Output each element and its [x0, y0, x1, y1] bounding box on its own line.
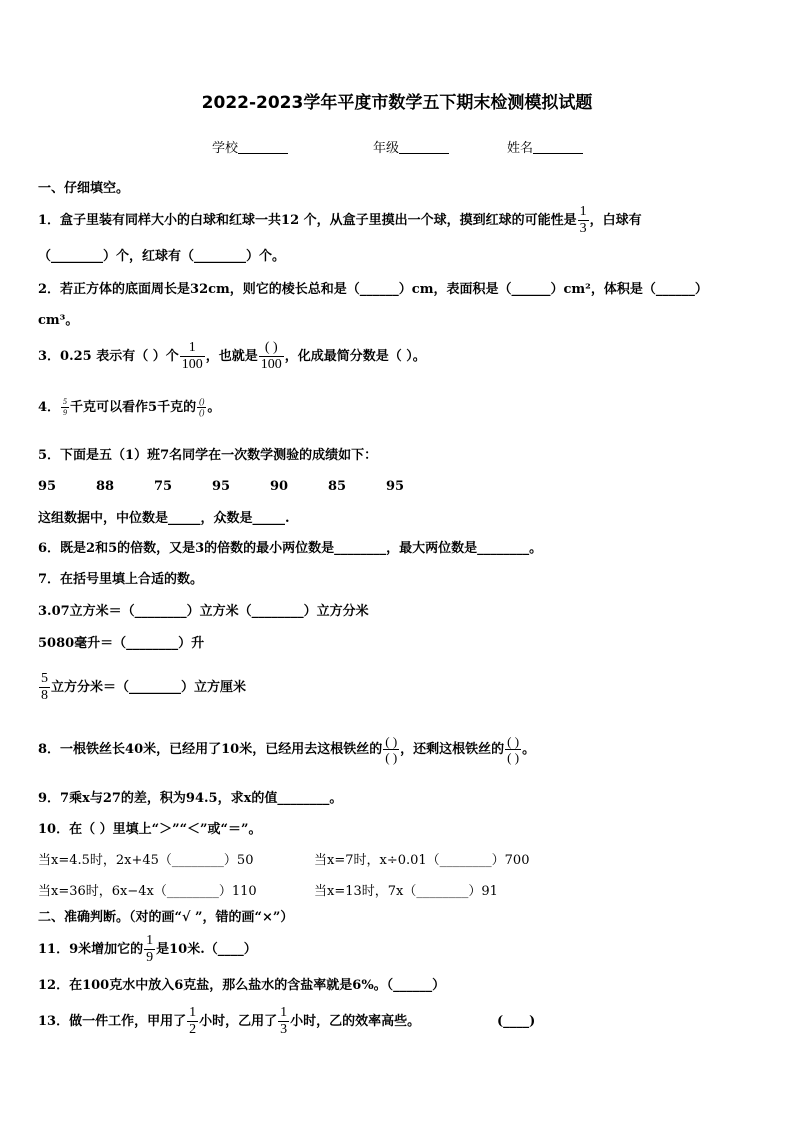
score-value: 95	[212, 479, 231, 494]
question-3-text-c: ，化成最简分数是（ ）。	[284, 349, 426, 364]
question-1-fraction	[578, 205, 589, 236]
score-value: 88	[96, 479, 115, 494]
question-7-line-4-text: 立方分米＝（________）立方厘米	[51, 680, 247, 695]
question-13	[38, 1003, 420, 1041]
question-2-line-2: cm³。	[38, 313, 79, 328]
grade-blank	[399, 141, 449, 154]
question-4	[38, 394, 220, 422]
name-label: 姓名	[507, 141, 534, 156]
question-4-fraction-1	[61, 398, 69, 417]
question-3-fraction-2	[259, 341, 284, 372]
question-3-fraction-1	[180, 341, 205, 372]
question-2-line-1: 2．若正方体的底面周长是32cm，则它的棱长总和是（______）cm，表面积是（______）cm²，体积是（______）	[38, 282, 708, 297]
fraction-numerator: ( )	[507, 734, 520, 749]
question-6: 6．既是2和5的倍数，又是3的倍数的最小两位数是________，最大两位数是________。	[38, 541, 543, 556]
fraction-denominator: ( )	[385, 750, 398, 765]
fraction-numerator: ( )	[264, 340, 278, 355]
question-13-fraction-2	[278, 1006, 289, 1037]
school-label: 学校	[212, 141, 239, 156]
fraction-numerator: 5	[63, 397, 68, 406]
fraction-denominator: 2	[189, 1022, 197, 1037]
question-10-row-1a: 当x=4.5时，2x+45（________）50	[38, 853, 254, 868]
question-13-fraction-1	[187, 1006, 198, 1037]
fraction-denominator: 9	[146, 950, 154, 965]
question-7-line-1: 7．在括号里填上合适的数。	[38, 572, 204, 587]
question-13-text-c: 小时，乙的效率高些。	[290, 1014, 421, 1029]
question-1-line-1	[38, 203, 642, 239]
question-8	[38, 728, 535, 772]
question-11-text-a: 11．9米增加它的	[38, 942, 144, 957]
fraction-denominator: 100	[260, 357, 282, 372]
question-1-text: 1．盒子里装有同样大小的白球和红球一共12 个，从盒子里摸出一个球，摸到红球的可能性是	[38, 213, 577, 228]
question-8-text-a: 8．一根铁丝长40米，已经用了10米，已经用去这根铁丝的	[38, 742, 383, 757]
question-13-text-b: 小时，乙用了	[199, 1014, 278, 1029]
question-10-line-1: 10．在（ ）里填上“＞”“＜”或“＝”。	[38, 822, 262, 837]
question-5-line-3: 这组数据中，中位数是_____，众数是_____.	[38, 511, 290, 526]
question-7-line-2: 3.07立方米＝（________）立方米（________）立方分米	[38, 604, 369, 619]
question-11	[38, 933, 257, 967]
question-12: 12．在100克水中放入6克盐，那么盐水的含盐率就是6%。（______）	[38, 978, 446, 993]
question-8-fraction-2	[505, 735, 521, 764]
question-3-text-b: ，也就是	[205, 349, 258, 364]
fraction-denominator: 3	[280, 1022, 288, 1037]
fraction-numerator: 1	[579, 204, 587, 219]
score-value: 90	[270, 479, 289, 494]
fraction-numerator: 5	[41, 671, 48, 686]
page-title: 2022-2023学年平度市数学五下期末检测模拟试题	[201, 93, 593, 113]
question-8-fraction-1	[383, 735, 399, 764]
fraction-denominator: 100	[181, 357, 203, 372]
question-7-line-3: 5080毫升＝（________）升	[38, 636, 205, 651]
score-value: 85	[328, 479, 347, 494]
question-11-text-b: 是10米.（____）	[156, 942, 257, 957]
question-8-text-b: ，还剩这根铁丝的	[400, 742, 505, 757]
grade-label: 年级	[373, 141, 400, 156]
section-1-heading: 一、仔细填空。	[38, 181, 130, 196]
score-value: 95	[386, 479, 405, 494]
question-4-text: 千克可以看作5千克的	[70, 400, 197, 415]
score-value: 95	[38, 479, 57, 494]
question-9: 9．7乘x与27的差，积为94.5，求x的值________。	[38, 791, 343, 806]
school-field	[212, 141, 288, 157]
question-13-answer-blank: (____)	[497, 1014, 536, 1029]
fraction-denominator: 9	[63, 408, 68, 417]
grade-field	[373, 141, 449, 157]
question-13-text-a: 13．做一件工作，甲用了	[38, 1014, 187, 1029]
name-field	[507, 141, 583, 157]
question-1-line-2: （________）个，红球有（________）个。	[38, 249, 286, 264]
question-4-fraction-2	[197, 398, 206, 417]
fraction-numerator: 1	[146, 933, 154, 948]
fraction-numerator: ()	[199, 397, 205, 406]
question-1-text-end: ，白球有	[589, 213, 642, 228]
fraction-denominator: 3	[579, 221, 587, 236]
score-value: 75	[154, 479, 173, 494]
question-5-line-1: 5．下面是五（1）班7名同学在一次数学测验的成绩如下：	[38, 448, 378, 463]
question-8-end: 。	[522, 742, 536, 757]
fraction-denominator: ()	[199, 408, 205, 417]
fraction-numerator: 1	[189, 1005, 197, 1020]
school-blank	[238, 141, 288, 154]
fraction-denominator: 8	[41, 688, 48, 703]
question-3	[38, 338, 426, 376]
section-2-heading: 二、准确判断。（对的画“√ ”，错的画“×”）	[38, 910, 294, 925]
fraction-numerator: ( )	[385, 734, 398, 749]
question-4-end: 。	[207, 400, 221, 415]
fraction-numerator: 1	[280, 1005, 288, 1020]
question-4-number: 4．	[38, 400, 61, 415]
question-7-line-4	[38, 666, 246, 710]
question-10-row-1b: 当x=7时，x÷0.01（________）700	[314, 853, 530, 868]
question-5-scores	[38, 479, 444, 495]
question-10-row-2b: 当x=13时，7x（________）91	[314, 884, 498, 899]
fraction-numerator: 1	[188, 340, 196, 355]
question-11-fraction	[144, 934, 155, 965]
fraction-denominator: ( )	[507, 750, 520, 765]
question-10-row-2a: 当x=36时，6x−4x（________）110	[38, 884, 257, 899]
name-blank	[533, 141, 583, 154]
question-7-fraction	[39, 672, 50, 703]
question-3-text-a: 3．0.25 表示有（ ）个	[38, 349, 179, 364]
